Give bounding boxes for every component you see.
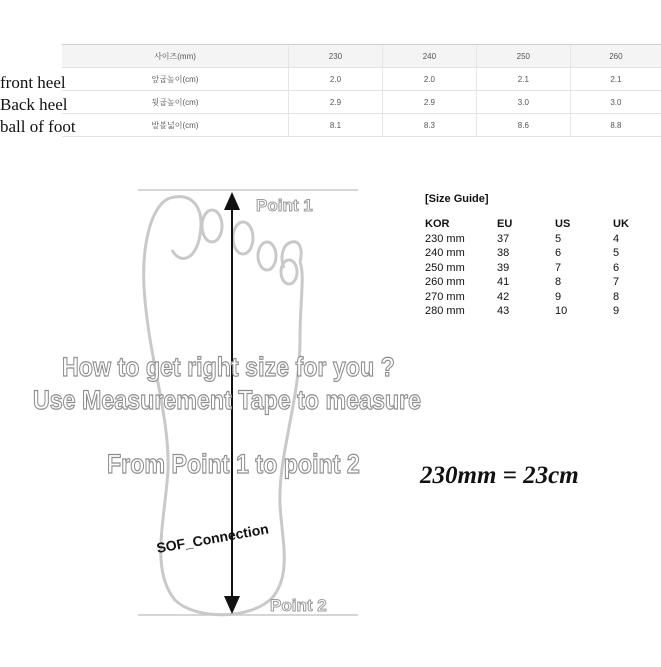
label-back-heel: Back heel bbox=[0, 95, 68, 114]
guide-cell: 6 bbox=[613, 261, 620, 274]
table-cell: 2.0 bbox=[289, 68, 383, 91]
guide-cell: 39 bbox=[497, 261, 510, 274]
table-cell: 3.0 bbox=[476, 91, 570, 114]
guide-cell: 43 bbox=[497, 305, 510, 317]
label-front-heel: front heel bbox=[0, 73, 66, 92]
guide-cell: 6 bbox=[555, 247, 562, 259]
guide-cell: 7 bbox=[555, 261, 562, 274]
guide-cell: 5 bbox=[613, 247, 620, 259]
guide-header: KOR bbox=[425, 218, 450, 230]
guide-header: EU bbox=[497, 218, 513, 230]
size-header-cell: 230 bbox=[289, 45, 383, 68]
guide-cell: 4 bbox=[613, 232, 620, 245]
guide-cell: 5 bbox=[555, 232, 562, 245]
table-cell: 8.3 bbox=[382, 114, 476, 137]
row-label: 앞굽높이(cm) bbox=[62, 68, 289, 91]
guide-cell: 240 mm bbox=[425, 247, 465, 259]
guide-cell: 7 bbox=[613, 276, 620, 288]
table-cell: 2.1 bbox=[570, 68, 661, 91]
guide-cell: 230 mm bbox=[425, 232, 465, 245]
table-cell: 3.0 bbox=[570, 91, 661, 114]
guide-cell: 280 mm bbox=[425, 305, 465, 317]
row-label: 뒷굽높이(cm) bbox=[62, 91, 289, 114]
table-cell: 2.1 bbox=[476, 68, 570, 91]
table-cell: 8.6 bbox=[476, 114, 570, 137]
guide-header: UK bbox=[613, 218, 629, 230]
size-guide-grid bbox=[425, 217, 653, 319]
table-cell: 2.0 bbox=[382, 68, 476, 91]
guide-cell: 9 bbox=[613, 305, 620, 317]
size-guide-title: [Size Guide] bbox=[425, 193, 489, 205]
table-cell: 2.9 bbox=[289, 91, 383, 114]
instruction-line-3: From Point 1 to point 2 bbox=[107, 449, 360, 479]
size-guide bbox=[425, 193, 653, 319]
guide-cell: 41 bbox=[497, 276, 510, 288]
size-header-cell: 250 bbox=[476, 45, 570, 68]
guide-cell: 260 mm bbox=[425, 276, 465, 288]
conversion-text: 230mm = 23cm bbox=[420, 462, 579, 489]
point1-label: Point 1 bbox=[256, 196, 313, 215]
watermark-text: SOF_Connection bbox=[155, 520, 270, 556]
guide-cell: 10 bbox=[555, 305, 568, 317]
guide-cell: 38 bbox=[497, 247, 510, 259]
instruction-line-1: How to get right size for you ? bbox=[62, 352, 395, 382]
point2-label: Point 2 bbox=[270, 596, 327, 615]
guide-cell: 9 bbox=[555, 290, 562, 303]
guide-cell: 250 mm bbox=[425, 261, 465, 274]
guide-cell: 270 mm bbox=[425, 290, 465, 303]
table-cell: 8.1 bbox=[289, 114, 383, 137]
size-header-cell: 240 bbox=[382, 45, 476, 68]
row-label: 발볼넓이(cm) bbox=[62, 114, 289, 137]
guide-cell: 8 bbox=[613, 290, 620, 303]
guide-cell: 8 bbox=[555, 276, 562, 288]
table-cell: 8.8 bbox=[570, 114, 661, 137]
size-header-cell: 260 bbox=[570, 45, 661, 68]
table-cell: 2.9 bbox=[382, 91, 476, 114]
guide-header: US bbox=[555, 218, 571, 230]
guide-cell: 42 bbox=[497, 290, 510, 303]
label-ball-of-foot: ball of foot bbox=[0, 117, 76, 136]
instruction-line-2: Use Measurement Tape to measure bbox=[33, 385, 422, 415]
size-header-label: 사이즈(mm) bbox=[62, 45, 289, 68]
guide-cell: 37 bbox=[497, 232, 510, 245]
